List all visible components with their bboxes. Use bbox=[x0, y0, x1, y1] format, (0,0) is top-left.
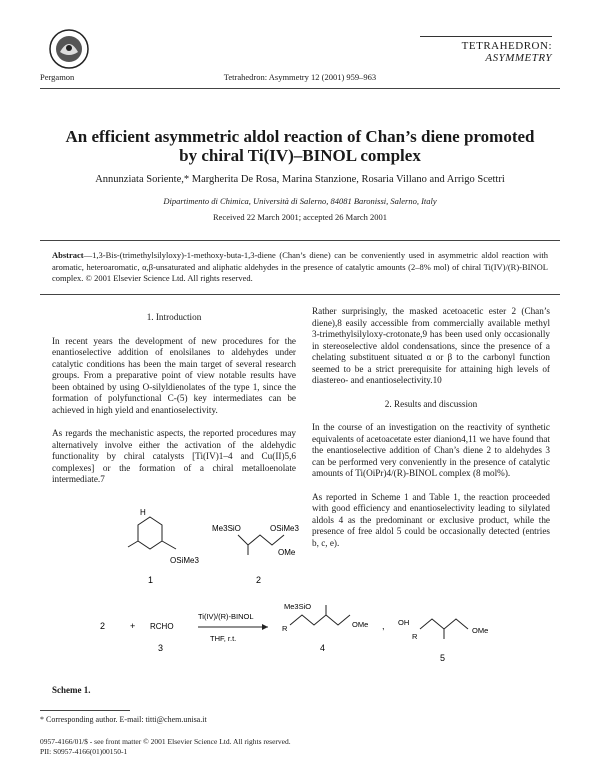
footnote-rule bbox=[40, 710, 130, 711]
title-line1: An efficient asymmetric aldol reaction of Chan’s diene promoted bbox=[65, 127, 535, 146]
results-paragraph-2: As reported in Scheme 1 and Table 1, the reaction proceeded with good efficiency and enantioselectivity leading to silylated aldols 4 as the predominant or exclusive product, while the presence of free aldol 5 could be occasionally detected (entries b, c, e). bbox=[312, 491, 550, 548]
product-separator: , bbox=[382, 621, 385, 631]
product-4-r: R bbox=[282, 624, 288, 633]
structure-1 bbox=[128, 517, 176, 549]
header-rule bbox=[40, 88, 560, 89]
copyright-line1: 0957-4166/01/$ - see front matter © 2001 Elsevier Science Ltd. All rights reserved. bbox=[40, 737, 291, 746]
product-5-oh: OH bbox=[398, 618, 410, 627]
catalyst-label: Ti(IV)/(R)-BINOL bbox=[198, 612, 254, 621]
results-paragraph-1: In the course of an investigation on the reactivity of synthetic equivalents of acetoacetate ester dianion4,11 we have found that the enantioselective addition of Chan’s diene 2 to aldehydes 3 can be performed very conveniently in the presence of catalytic amounts of Ti(OiPr)4/(R)-BINOL complex (8 mol%). bbox=[312, 422, 550, 478]
corresponding-author-footnote: * Corresponding author. E-mail: titti@chem.unisa.it bbox=[40, 715, 207, 724]
reaction-arrowhead bbox=[262, 624, 268, 630]
abstract bbox=[52, 250, 548, 285]
copyright-block bbox=[40, 737, 291, 757]
product-5-skeleton bbox=[420, 619, 468, 639]
aldehyde-rcho: RCHO bbox=[150, 622, 174, 631]
abstract-top-rule bbox=[40, 240, 560, 241]
results-heading: 2. Results and discussion bbox=[384, 398, 478, 409]
affiliation: Dipartimento di Chimica, Università di Salerno, 84081 Baronissi, Salerno, Italy bbox=[163, 196, 437, 206]
plus-sign: + bbox=[130, 621, 136, 631]
structure-1-label: 1 bbox=[148, 575, 154, 585]
product-5-r: R bbox=[412, 632, 418, 641]
received-dates: Received 22 March 2001; accepted 26 March 2001 bbox=[213, 212, 387, 222]
structure-2-label: 2 bbox=[256, 575, 262, 585]
left-column bbox=[52, 312, 296, 498]
right-column bbox=[312, 306, 550, 561]
copyright-line2: PII: S0957-4166(01)00150-1 bbox=[40, 747, 128, 756]
scheme-caption: Scheme 1. bbox=[52, 685, 91, 695]
structure-1-h: H bbox=[140, 508, 146, 517]
reactant-3-label: 3 bbox=[158, 643, 164, 653]
structures-1-2 bbox=[120, 505, 310, 590]
publisher-name: Pergamon bbox=[40, 72, 75, 82]
article-title bbox=[40, 127, 560, 165]
abstract-text: —1,3-Bis-(trimethylsilyloxy)-1-methoxy-buta-1,3-diene (Chan’s diene) can be conveniently used in asymmetric aldol reaction with aromatic, heteroaromatic, α,β-unsaturated and aliphatic aldehydes in the presence of catalytic amounts (2–8% mol) of chiral Ti(IV)/(R)-BINOL complex. © 2001 Elsevier Science Ltd. All rights reserved. bbox=[52, 250, 548, 283]
journal-citation: Tetrahedron: Asymmetry 12 (2001) 959–963 bbox=[223, 72, 377, 82]
structure-2-me3sio: Me3SiO bbox=[212, 524, 241, 533]
product-5-label: 5 bbox=[440, 653, 446, 663]
product-4-ome: OMe bbox=[352, 620, 369, 629]
conditions-label: THF, r.t. bbox=[210, 634, 237, 643]
abstract-label: Abstract bbox=[52, 250, 84, 260]
authors: Annunziata Soriente,* Margherita De Rosa, Marina Stanzione, Rosaria Villano and Arrigo Scettri bbox=[95, 174, 505, 185]
right-paragraph-1: Rather surprisingly, the masked acetoacetic ester 2 (Chan’s diene),8 easily accessible from commercially available methyl 3-trimethylsilyloxy-crotonate,9 has been used only occasionally in stereoselective aldol condensations, since the presence of a chelating substituent situated α or β to the carbonyl function seemed to be a strict prerequisite for attaining high levels of diastereo- and enantioselectivity.10 bbox=[312, 306, 550, 385]
journal-rule bbox=[420, 36, 552, 37]
publisher-logo bbox=[48, 28, 90, 70]
journal-title bbox=[462, 40, 552, 64]
title-line2: by chiral Ti(IV)–BINOL complex bbox=[179, 146, 421, 165]
journal-title-line1: TETRAHEDRON: bbox=[461, 40, 552, 52]
abstract-bottom-rule bbox=[40, 294, 560, 295]
product-4-label: 4 bbox=[320, 643, 326, 653]
intro-paragraph-1: In recent years the development of new procedures for the enantioselective addition of enolsilanes to aldehydes under catalytic conditions has been the main target of several research groups. From a preparative point of view notable results have been obtained by using O-silyldienolates of the type 1, since the formation of polyfunctional C-(5) key intermediates can be achieved in high yield and enantioselectivity. bbox=[52, 335, 296, 415]
structure-2-ome: OMe bbox=[278, 548, 296, 557]
reactant-2-label: 2 bbox=[100, 621, 106, 631]
journal-title-line2: ASYMMETRY bbox=[485, 52, 552, 64]
reaction-scheme bbox=[90, 595, 550, 675]
product-5-ome: OMe bbox=[472, 626, 489, 635]
structure-2-osime3: OSiMe3 bbox=[270, 524, 299, 533]
intro-paragraph-2: As regards the mechanistic aspects, the reported procedures may alternatively involve either the activation of the aldehydic functionality by chiral catalysts [Ti(IV)1–4 and Cu(II)5,6 complexes] or the formation of a chiral metalloenolate intermediate.7 bbox=[52, 428, 296, 484]
product-4-me3sio: Me3SiO bbox=[284, 602, 312, 611]
intro-heading: 1. Introduction bbox=[146, 312, 202, 322]
structure-1-osime3: OSiMe3 bbox=[170, 556, 199, 565]
